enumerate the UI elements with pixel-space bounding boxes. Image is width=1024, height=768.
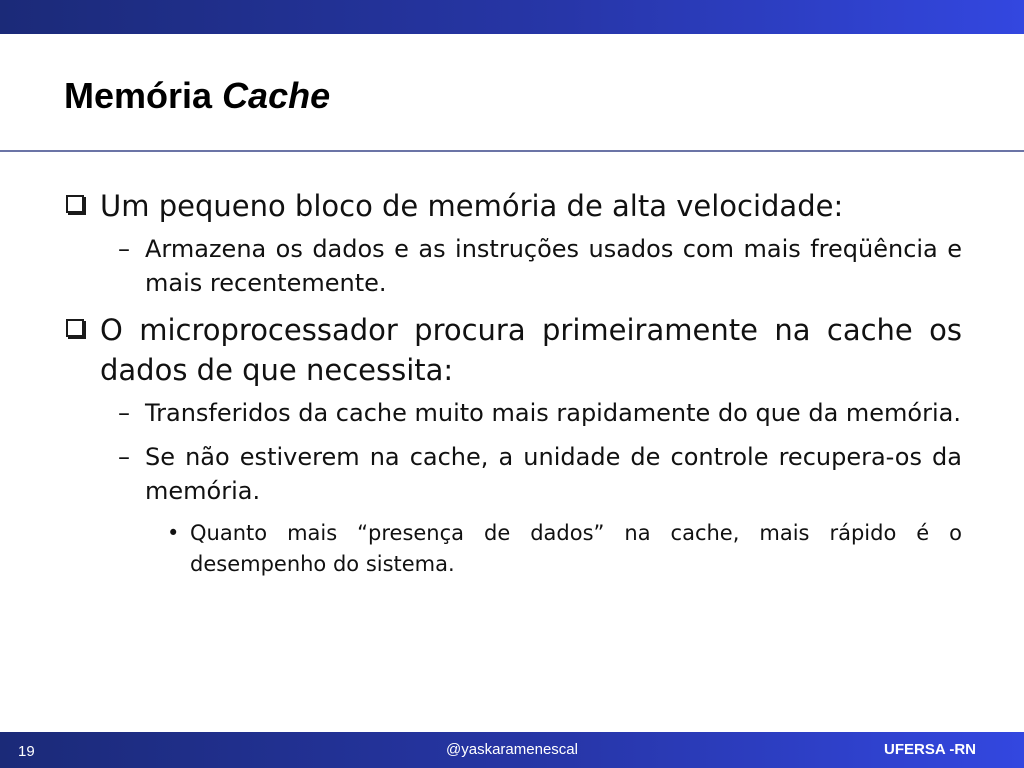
dot-bullet: •	[167, 521, 180, 545]
bullet-item-1	[64, 186, 962, 226]
sub-item-1-1-text: Armazena os dados e as instruções usados com mais freqüência e mais recentemente.	[145, 235, 962, 297]
title-italic: Cache	[222, 75, 331, 116]
slide-body	[64, 186, 962, 586]
bullet-item-1-text: Um pequeno bloco de memória de alta velocidade:	[100, 189, 844, 223]
top-bar	[0, 0, 1024, 34]
sub-item-2-2-text: Se não estiverem na cache, a unidade de controle recupera-os da memória.	[145, 443, 962, 505]
title-divider	[0, 150, 1024, 152]
checkbox-icon	[66, 195, 84, 213]
sub-sub-item-2-2-1	[64, 518, 962, 580]
organization-label: UFERSA -RN	[884, 741, 976, 758]
dash-bullet: –	[118, 443, 130, 471]
slide-number: 19	[18, 743, 35, 760]
checkbox-icon	[66, 319, 84, 337]
sub-item-2-2	[64, 440, 962, 508]
bullet-item-2	[64, 310, 962, 390]
footer-bar	[0, 732, 1024, 768]
dash-bullet: –	[118, 235, 130, 263]
sub-item-2-1	[64, 396, 962, 430]
dash-bullet: –	[118, 399, 130, 427]
title-plain: Memória	[64, 75, 213, 116]
slide-title	[64, 72, 330, 120]
sub-sub-item-text: Quanto mais “presença de dados” na cache, mais rápido é o desempenho do sistema.	[190, 521, 962, 576]
sub-item-2-1-text: Transferidos da cache muito mais rapidamente do que da memória.	[145, 399, 961, 427]
sub-item-1-1	[64, 232, 962, 300]
author-handle: @yaskaramenescal	[446, 741, 578, 758]
bullet-item-2-text: O microprocessador procura primeiramente na cache os dados de que necessita:	[100, 313, 962, 387]
